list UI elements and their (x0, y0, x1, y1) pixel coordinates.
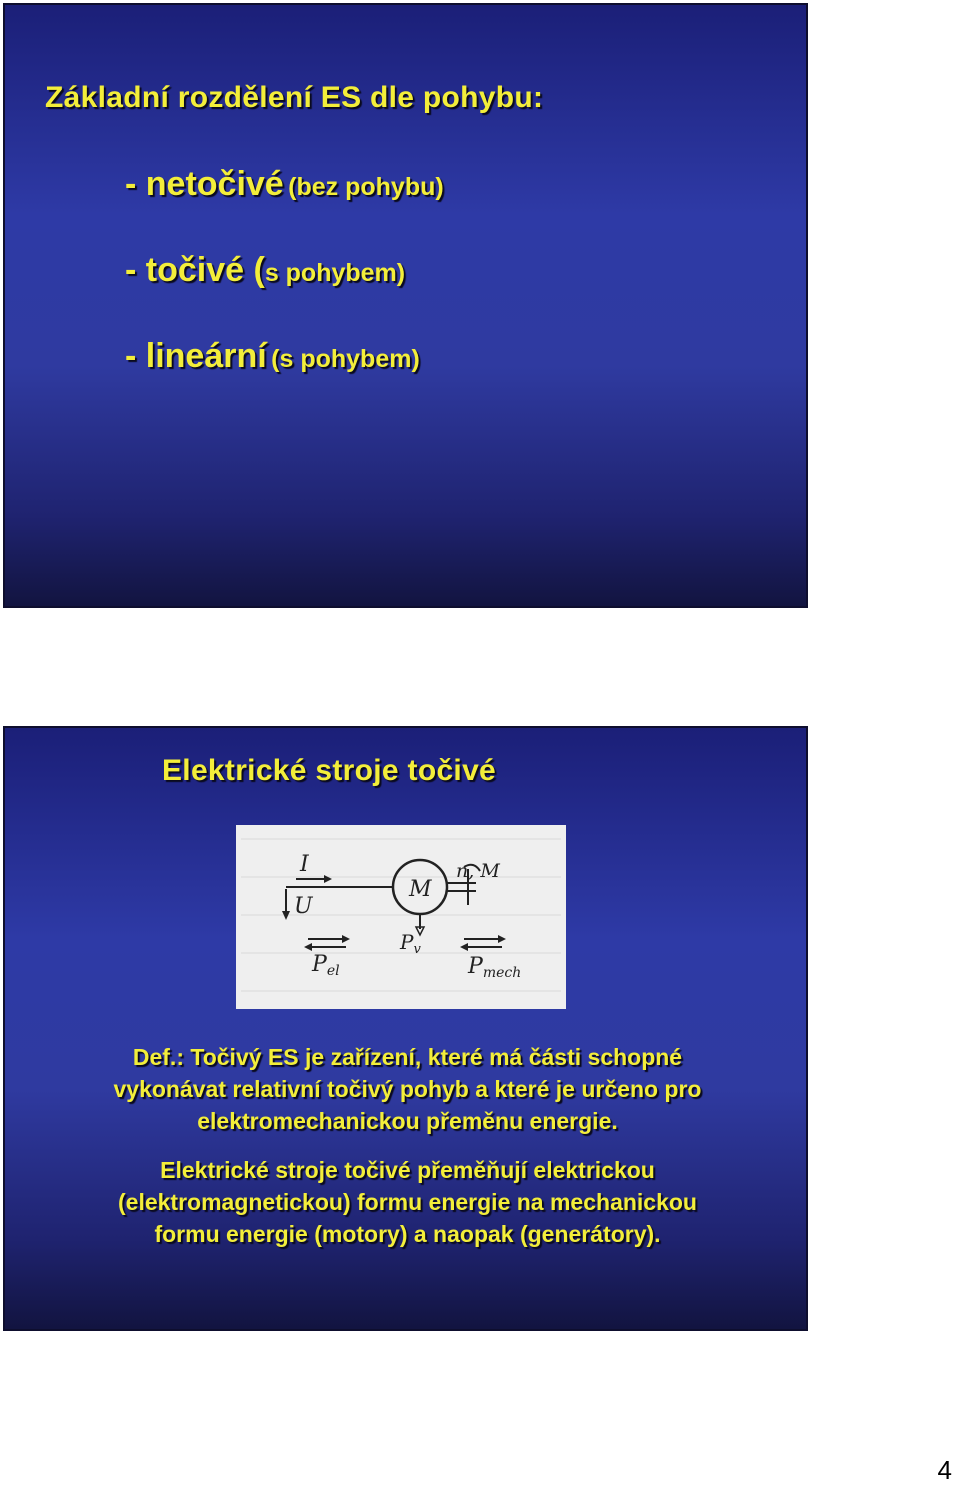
slide-1-title: Základní rozdělení ES dle pohybu: (45, 81, 544, 114)
speed-torque-label: n, M (456, 860, 500, 882)
list-item-netocive (125, 165, 444, 204)
mech-power-arrow-right-head (498, 935, 506, 943)
definition-line: elektromechanickou přeměnu energie. (197, 1108, 618, 1134)
list-item-main: - lineární (125, 337, 267, 375)
current-arrow-head (324, 875, 332, 883)
page-number: 4 (937, 1455, 952, 1485)
motor-power-diagram (236, 825, 566, 1009)
slide-2 (3, 726, 808, 1331)
definition-line: vykonávat relativní točivý pohyb a které je určeno pro (113, 1076, 702, 1102)
list-item-main: - netočivé (125, 165, 284, 203)
current-label: I (300, 852, 309, 877)
slide-2-title: Elektrické stroje točivé (162, 754, 497, 787)
description-line: formu energie (motory) a naopak (generátory). (154, 1221, 661, 1247)
list-item-tocive (125, 251, 405, 290)
motor-label: M (409, 877, 432, 902)
el-power-arrow-left-head (304, 943, 312, 951)
slide-1 (3, 3, 808, 608)
description-line: Elektrické stroje točivé přeměňují elektrickou (160, 1157, 655, 1183)
el-power-arrow-right-head (342, 935, 350, 943)
voltage-label: U (294, 894, 313, 919)
definition-paragraph (5, 1041, 810, 1137)
description-line: (elektromagnetickou) formu energie na mechanickou (118, 1189, 697, 1215)
definition-line: Def.: Točivý ES je zařízení, které má části schopné (132, 1044, 683, 1070)
loss-power-label: $P_v$ (400, 930, 421, 957)
description-paragraph (5, 1154, 810, 1250)
motor-diagram-svg (236, 825, 566, 1009)
list-item-sub: (bez pohybu) (288, 173, 444, 201)
list-item-sub: (s pohybem) (271, 345, 420, 373)
list-item-linearni (125, 337, 420, 376)
list-item-sub: s pohybem) (264, 259, 406, 287)
el-power-label: Pel (312, 952, 340, 979)
mech-power-arrow-left-head (460, 943, 468, 951)
mech-power-label: Pmech (468, 954, 522, 981)
list-item-main: - točivé ( (125, 251, 265, 289)
